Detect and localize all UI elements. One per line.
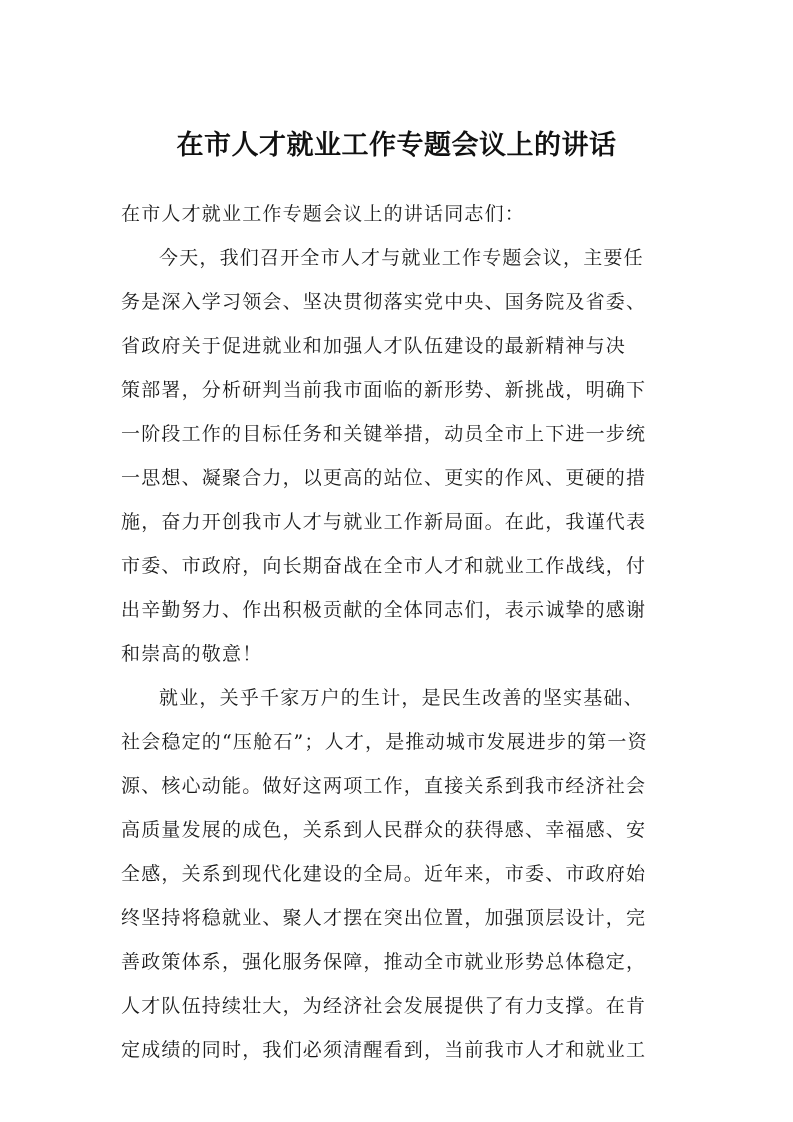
body-line: 策部署，分析研判当前我市面临的新形势、新挑战，明确下 [121, 379, 647, 401]
document-title: 在市人才就业工作专题会议上的讲话 [176, 130, 617, 161]
body-line: 一阶段工作的目标任务和关键举措，动员全市上下进一步统 [121, 423, 647, 445]
body-line: 今天，我们召开全市人才与就业工作专题会议，主要任 [159, 247, 644, 269]
body-line: 市委、市政府，向长期奋战在全市人才和就业工作战线，付 [121, 555, 647, 577]
body-line: 定成绩的同时，我们必须清醒看到，当前我市人才和就业工 [121, 1039, 647, 1061]
body-line-salutation: 在市人才就业工作专题会议上的讲话同志们： [121, 203, 526, 225]
body-line: 和崇高的敬意！ [121, 643, 263, 665]
body-line: 施，奋力开创我市人才与就业工作新局面。在此，我谨代表 [121, 511, 647, 533]
body-line: 就业，关乎千家万户的生计，是民生改善的坚实基础、 [159, 687, 644, 709]
body-line: 全感，关系到现代化建设的全局。近年来，市委、市政府始 [121, 863, 647, 885]
body-line: 出辛勤努力、作出积极贡献的全体同志们，表示诚挚的感谢 [121, 599, 647, 621]
body-line: 省政府关于促进就业和加强人才队伍建设的最新精神与决 [121, 335, 627, 357]
body-line: 一思想、凝聚合力，以更高的站位、更实的作风、更硬的措 [121, 467, 647, 489]
body-line: 人才队伍持续壮大，为经济社会发展提供了有力支撑。在肯 [121, 995, 647, 1017]
body-line: 善政策体系，强化服务保障，推动全市就业形势总体稳定， [121, 951, 647, 973]
body-line: 社会稳定的“压舱石”；人才，是推动城市发展进步的第一资 [121, 731, 648, 753]
body-line: 终坚持将稳就业、聚人才摆在突出位置，加强顶层设计，完 [121, 907, 647, 929]
document-body [121, 192, 674, 1072]
body-line: 务是深入学习领会、坚决贯彻落实党中央、国务院及省委、 [121, 291, 647, 313]
body-line: 源、核心动能。做好这两项工作，直接关系到我市经济社会 [121, 775, 647, 797]
body-line: 高质量发展的成色，关系到人民群众的获得感、幸福感、安 [121, 819, 647, 841]
